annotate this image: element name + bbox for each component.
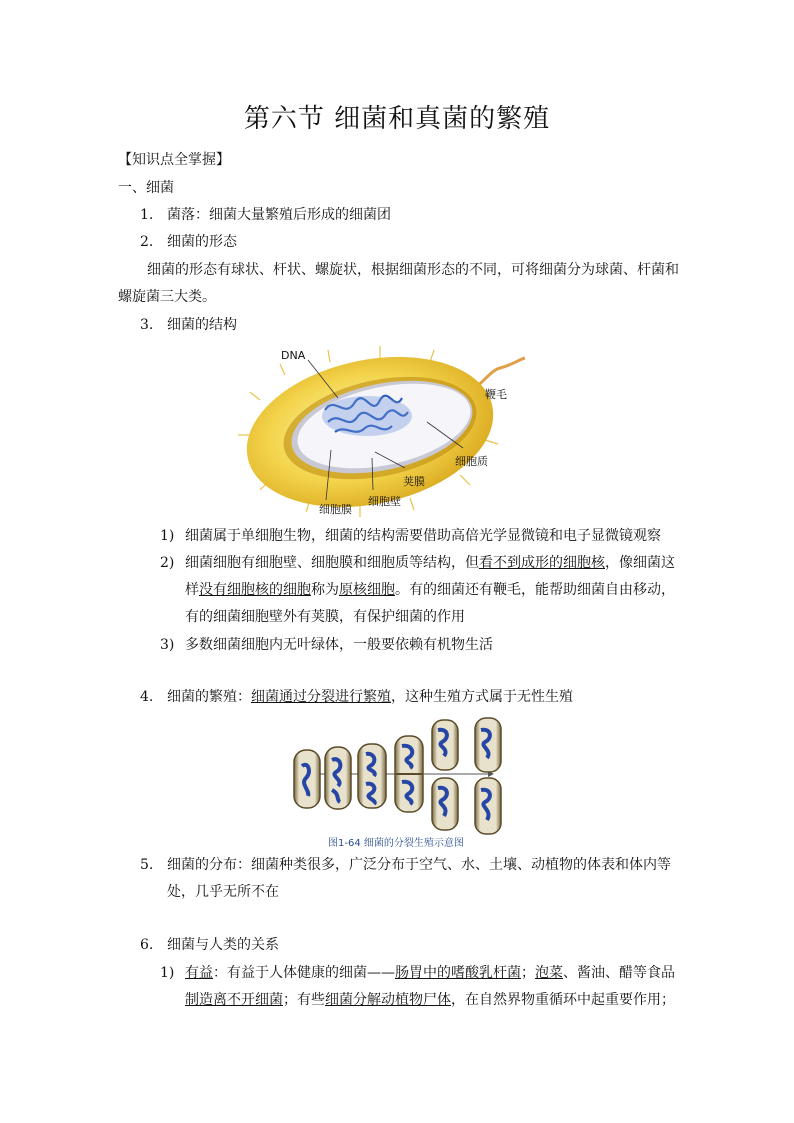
bacteria-fission-diagram <box>288 716 508 850</box>
nutrition-statement: 多数细菌细胞内无叶绿体，一般要依赖有机物生活 <box>185 637 493 653</box>
prokaryote-line3: 有的细菌细胞壁外有荚膜，有保护细菌的作用 <box>185 609 465 625</box>
reproduction-statement: 细菌的繁殖：细菌通过分裂进行繁殖，这种生殖方式属于无性生殖 <box>167 689 573 705</box>
sub-number: 2) <box>160 555 175 571</box>
label-cell-membrane: 细胞膜 <box>319 503 352 516</box>
morphology-paragraph-line1: 细菌的形态有球状、杆状、螺旋状，根据细菌形态的不同，可将细菌分为球菌、杆菌和 <box>147 262 679 278</box>
sub-number: 1) <box>160 965 175 981</box>
single-cell-statement: 细菌属于单细胞生物，细菌的结构需要借助高倍光学显微镜和电子显微镜观察 <box>185 528 661 544</box>
cell-stage-2 <box>325 747 351 809</box>
colony-definition: 菌落：细菌大量繁殖后形成的细菌团 <box>167 207 391 223</box>
prokaryote-line1: 细菌细胞有细胞壁、细胞膜和细胞质等结构，但看不到成形的细胞核，像细菌这 <box>185 555 675 571</box>
human-relation-heading: 细菌与人类的关系 <box>167 937 279 953</box>
cell-stage-6-bottom <box>475 778 501 834</box>
label-dna: DNA <box>281 349 306 362</box>
item-number: 6. <box>140 937 154 953</box>
section-header: 【知识点全掌握】 <box>118 152 230 168</box>
distribution-line2: 处，几乎无所不在 <box>167 884 279 900</box>
cell-stage-6-top <box>475 718 501 772</box>
morphology-heading: 细菌的形态 <box>167 234 237 250</box>
morphology-paragraph-line2: 螺旋菌三大类。 <box>118 289 216 305</box>
beneficial-line1: 有益：有益于人体健康的细菌——肠胃中的嗜酸乳杆菌；泡菜、酱油、醋等食品 <box>185 965 675 981</box>
fission-figure-caption: 图1-64 细菌的分裂生殖示意图 <box>328 838 464 849</box>
item-number: 2. <box>140 234 154 250</box>
item-number: 3. <box>140 317 154 333</box>
label-cell-wall: 细胞壁 <box>368 495 401 508</box>
sub-number: 3) <box>160 637 175 653</box>
sub-number: 1) <box>160 528 175 544</box>
cell-stage-5-top <box>432 720 458 770</box>
cell-stage-3 <box>358 744 386 808</box>
item-number: 4. <box>140 689 154 705</box>
distribution-line1: 细菌的分布：细菌种类很多，广泛分布于空气、水、土壤、动植物的体表和体内等 <box>167 857 671 873</box>
label-cytoplasm: 细胞质 <box>455 455 488 468</box>
structure-heading: 细菌的结构 <box>167 317 237 333</box>
label-capsule: 荚膜 <box>403 475 425 488</box>
item-number: 1. <box>140 207 154 223</box>
item-number: 5. <box>140 857 154 873</box>
prokaryote-line2: 样没有细胞核的细胞称为原核细胞。有的细菌还有鞭毛，能帮助细菌自由移动， <box>185 582 675 598</box>
cell-stage-4 <box>395 736 423 812</box>
cell-stage-1 <box>294 750 320 808</box>
cell-stage-5-bottom <box>432 778 458 830</box>
part-heading-bacteria: 一、细菌 <box>118 180 174 196</box>
page-title: 第六节 细菌和真菌的繁殖 <box>243 104 551 134</box>
label-flagellum: 鞭毛 <box>485 388 507 401</box>
beneficial-line2: 制造离不开细菌；有些细菌分解动植物尸体，在自然界物重循环中起重要作用； <box>185 992 675 1008</box>
